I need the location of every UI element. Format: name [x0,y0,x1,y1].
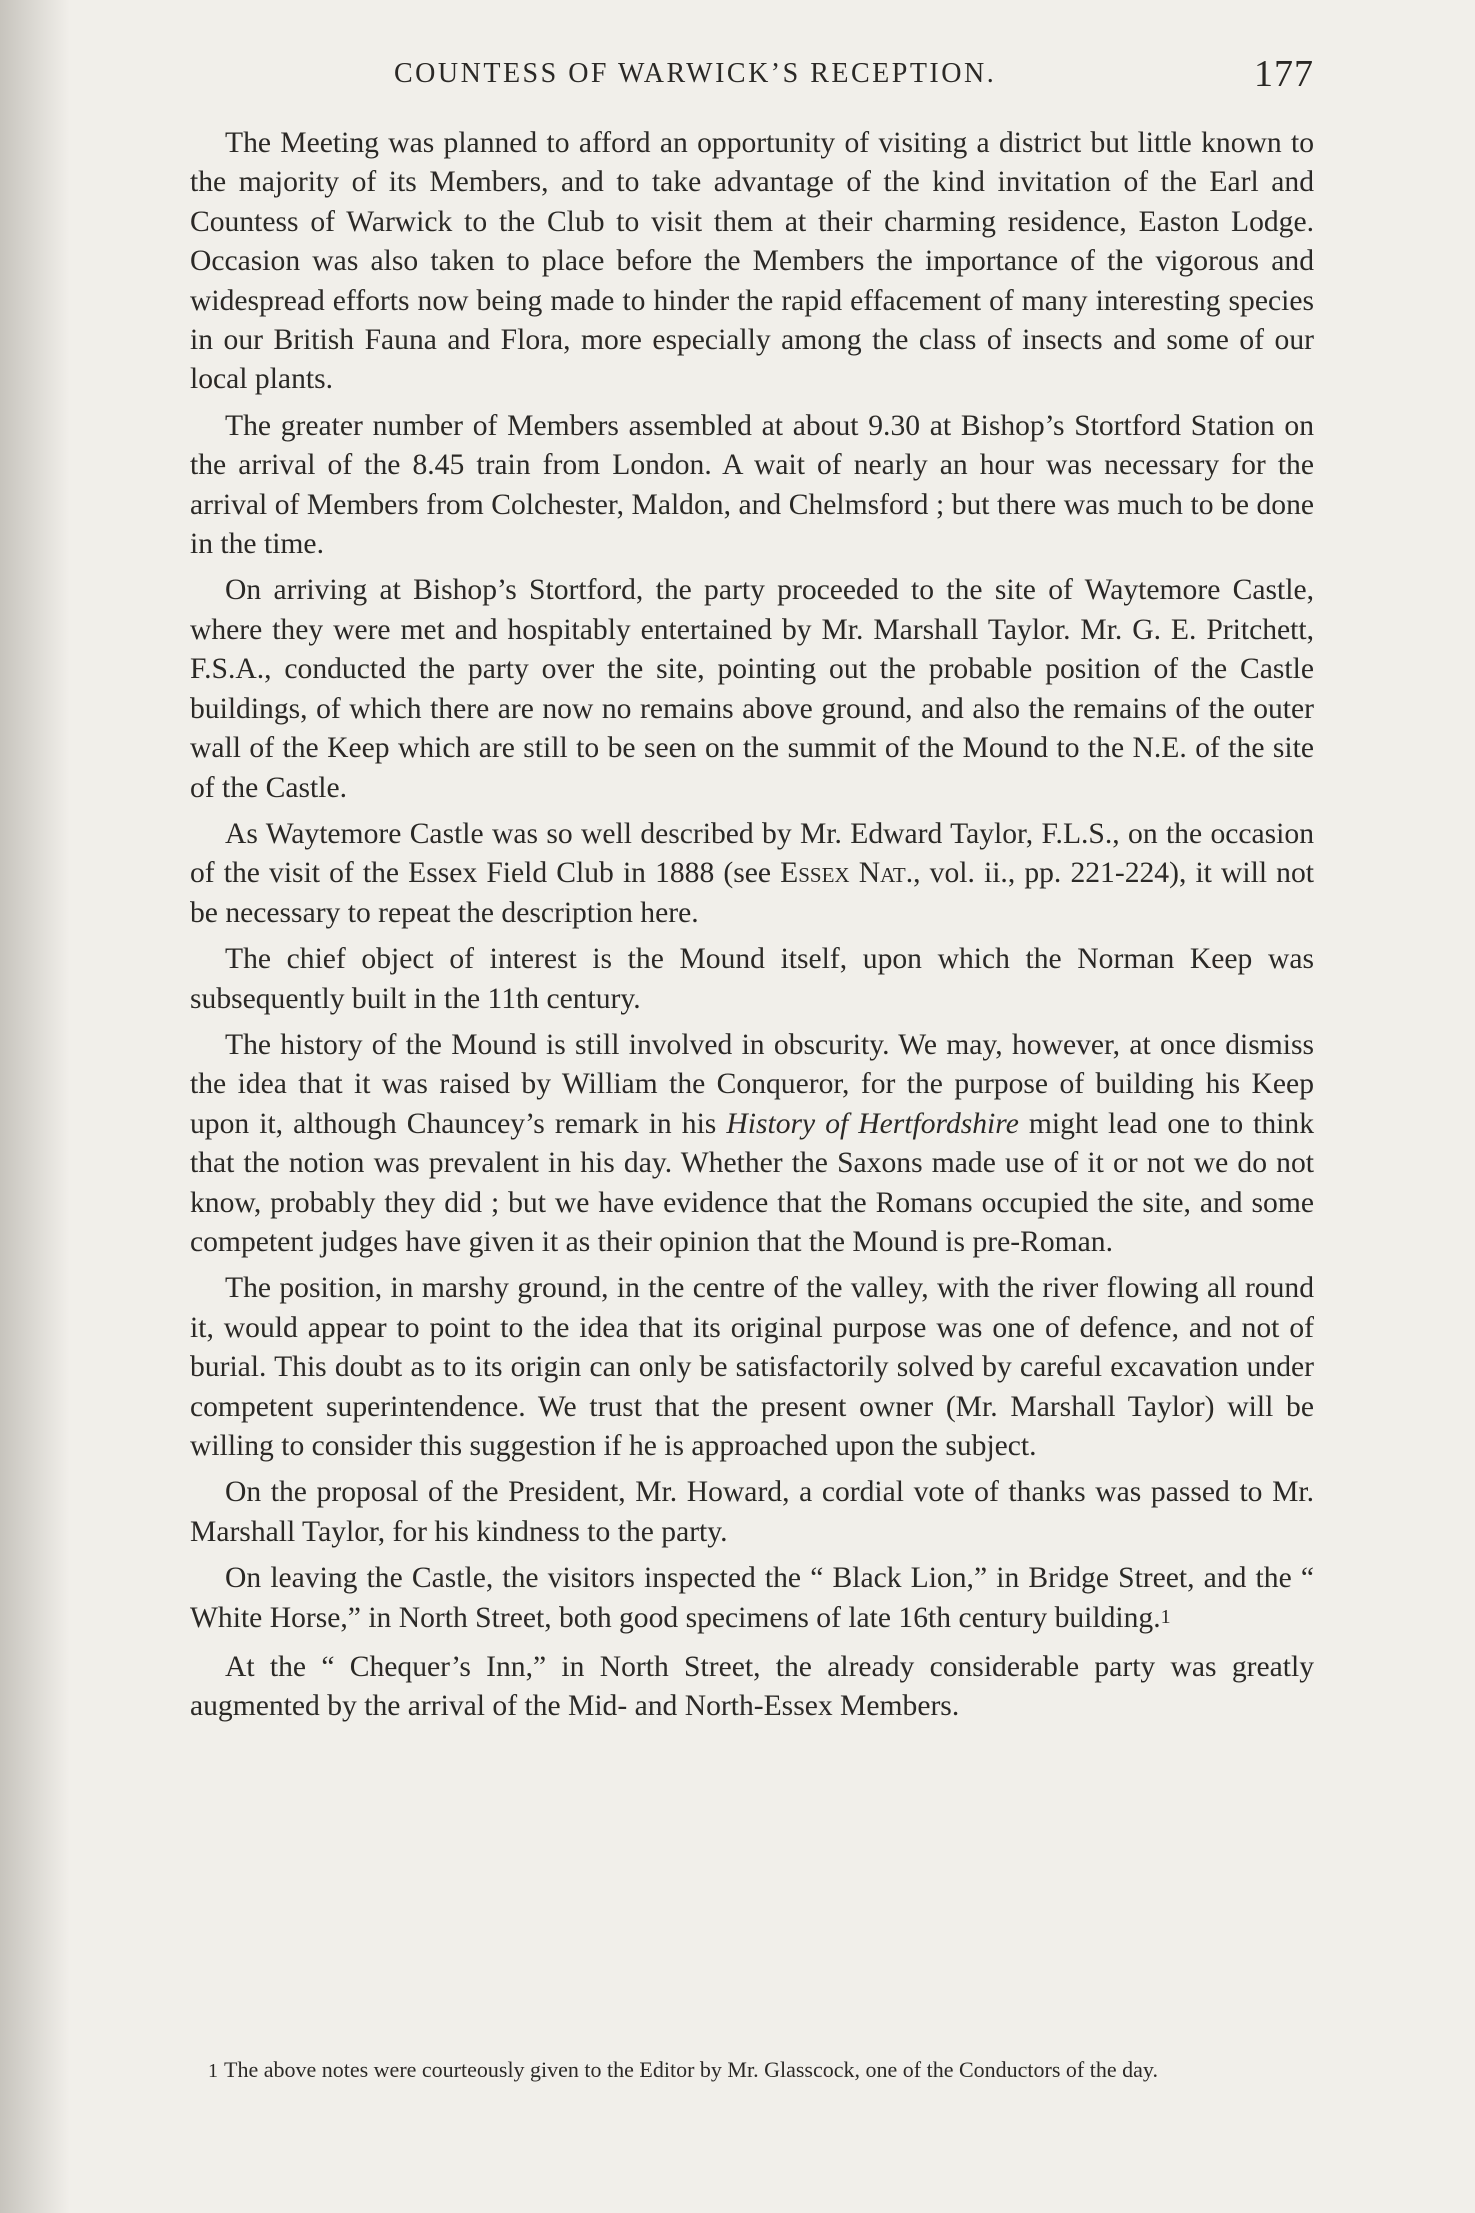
paragraph-text: On arriving at Bishop’s Stortford, the party proceeded to the site of Waytemore Castle, where they were met and hospitably entertained by Mr. Marshall Taylor. Mr. G. E. Pritchett, F.S.A., conducted the party over the site, pointing out the probable position of the Castle buildings, of which there are now no remains above ground, and also the remains of the outer wall of the Keep which are still to be seen on the summit of the Mound to the N.E. of the site of the Castle. [190,574,1314,804]
footnote [190,2054,1314,2087]
paragraph-text: On the proposal of the President, Mr. Howard, a cordial vote of thanks was passed to Mr. Marshall Taylor, for his kindness to the party. [190,1476,1314,1548]
paragraph-text: The chief object of interest is the Mound itself, upon which the Norman Keep was subsequently built in the 11th century. [190,943,1314,1015]
body-text [190,124,1314,1734]
paragraph-text: The history of the Mound is still involved in obscurity. We may, however, at once dismiss the idea that it was raised by William the Conqueror, for the purpose of building his Keep upon it, although Chauncey’s remark in his [190,1028,1314,1140]
paragraph-text: , vol. ii., pp. 221-224), it will not be necessary to repeat the description here. [190,857,1314,929]
paragraph-text: At the “ Chequer’s Inn,” in North Street, the already considerable party was greatly augmented by the arrival of the Mid- and North-Essex Members. [190,1651,1314,1723]
paragraph-text: As Waytemore Castle was so well described by Mr. Edward Taylor, F.L.S., on the occasion of the visit of the Essex Field Club in 1888 (see [190,817,1314,890]
footnote-reference: 1 [1160,1605,1171,1628]
paragraph [190,815,1314,933]
paragraph [190,1473,1314,1552]
paragraph [190,1269,1314,1466]
paragraph [190,1026,1314,1262]
footnote-text: The above notes were courteously given to the Editor by Mr. Glasscock, one of the Conductors of the day. [224,2057,1158,2082]
running-title: COUNTESS OF WARWICK’S RECEPTION. [394,58,997,89]
journal-abbreviation: Essex Nat. [780,857,914,890]
paragraph [190,1559,1314,1641]
paragraph [190,940,1314,1019]
paragraph-text: The Meeting was planned to afford an opportunity of visiting a district but little known to the majority of its Members, and to take advantage of the kind invitation of the Earl and Countess of Warwick to the Club to visit them at their charming residence, Easton Lodge. Occasion was also taken to place before the Members the importance of the vigorous and widespread efforts now being made to hinder the rapid effacement of many interesting species in our British Fauna and Flora, more especially among the class of insects and some of our local plants. [190,127,1314,396]
paragraph-text: might lead one to think that the notion was prevalent in his day. Whether the Saxons made use of it or not we do not know, probably they did ; but we have evidence that the Romans occupied the site, and some competent judges have given it as their opinion that the Mound is pre-Roman. [190,1107,1314,1258]
book-title: History of Hertfordshire [726,1107,1019,1140]
footnote-marker: 1 [208,2060,218,2082]
running-header [394,52,1318,112]
paragraph [190,571,1314,807]
footnotes [190,2054,1314,2087]
paragraph-text: The position, in marshy ground, in the centre of the valley, with the river flowing all round it, would appear to point to the idea that its original purpose was one of defence, and not of burial. This doubt as to its origin can only be satisfactorily solved by careful excavation under competent superintendence. We trust that the present owner (Mr. Marshall Taylor) will be willing to consider this suggestion if he is approached upon the subject. [190,1272,1314,1462]
paragraph [190,407,1314,565]
paragraph-text: On leaving the Castle, the visitors inspected the “ Black Lion,” in Bridge Street, and the “ White Horse,” in North Street, both good specimens of late 16th century building. [190,1562,1314,1634]
paragraph-text: The greater number of Members assembled at about 9.30 at Bishop’s Stortford Station on the arrival of the 8.45 train from London. A wait of nearly an hour was necessary for the arrival of Members from Colchester, Maldon, and Chelmsford ; but there was much to be done in the time. [190,409,1314,561]
page-number: 177 [1254,53,1314,95]
paragraph [190,1648,1314,1727]
paragraph [190,124,1314,400]
